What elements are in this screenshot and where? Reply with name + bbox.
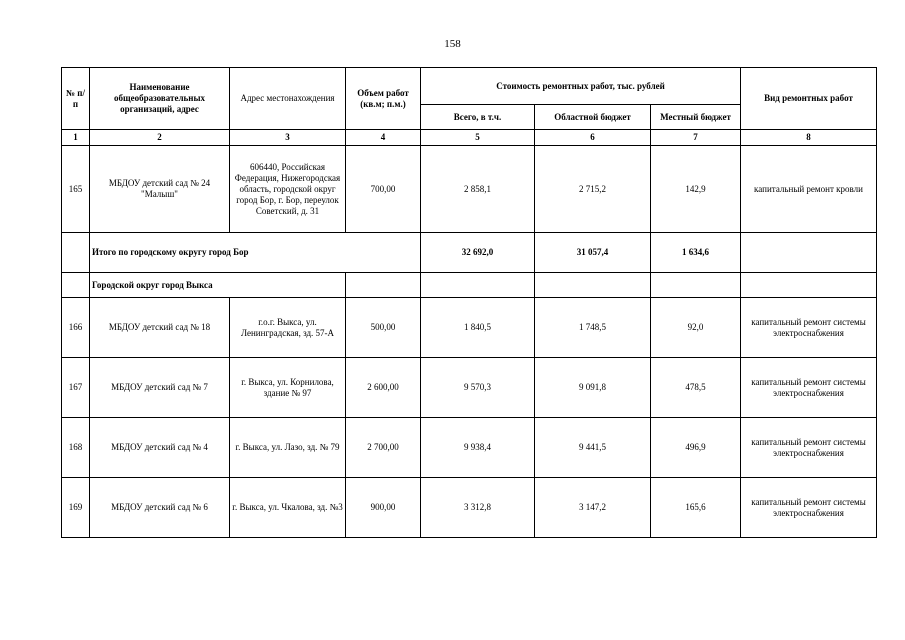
page-number: 158 xyxy=(444,38,461,50)
row-name: МБДОУ детский сад № 4 xyxy=(90,418,230,478)
row-local: 496,9 xyxy=(651,418,741,478)
row-total: 9 938,4 xyxy=(421,418,535,478)
column-numbers-row xyxy=(62,130,877,146)
table-row xyxy=(62,358,877,418)
row-name: МБДОУ детский сад № 6 xyxy=(90,478,230,538)
row-address: г. Выкса, ул. Корнилова, здание № 97 xyxy=(230,358,346,418)
header-row xyxy=(62,68,877,105)
row-regional: 1 748,5 xyxy=(535,298,651,358)
total-sum: 32 692,0 xyxy=(421,233,535,273)
row-regional: 2 715,2 xyxy=(535,146,651,233)
row-total: 2 858,1 xyxy=(421,146,535,233)
row-address: г. Выкса, ул. Лазо, зд. № 79 xyxy=(230,418,346,478)
row-name: МБДОУ детский сад № 18 xyxy=(90,298,230,358)
header-volume: Объем работ (кв.м; п.м.) xyxy=(346,68,421,130)
row-work-type: капитальный ремонт системы электроснабжения xyxy=(741,358,877,418)
total-regional: 31 057,4 xyxy=(535,233,651,273)
header-total: Всего, в т.ч. xyxy=(421,105,535,130)
row-name: МБДОУ детский сад № 24 "Малыш" xyxy=(90,146,230,233)
row-volume: 900,00 xyxy=(346,478,421,538)
row-local: 142,9 xyxy=(651,146,741,233)
row-volume: 700,00 xyxy=(346,146,421,233)
section-row xyxy=(62,273,877,298)
column-number: 7 xyxy=(651,130,741,146)
total-label: Итого по городскому округу город Бор xyxy=(90,233,421,273)
total-row xyxy=(62,233,877,273)
total-local: 1 634,6 xyxy=(651,233,741,273)
row-num: 169 xyxy=(62,478,90,538)
row-address: г.о.г. Выкса, ул. Ленинградская, зд. 57-А xyxy=(230,298,346,358)
row-volume: 2 600,00 xyxy=(346,358,421,418)
column-number: 5 xyxy=(421,130,535,146)
table-row xyxy=(62,298,877,358)
table-row xyxy=(62,478,877,538)
table-row xyxy=(62,418,877,478)
row-total: 3 312,8 xyxy=(421,478,535,538)
row-num: 168 xyxy=(62,418,90,478)
header-local: Местный бюджет xyxy=(651,105,741,130)
column-number: 6 xyxy=(535,130,651,146)
column-number: 3 xyxy=(230,130,346,146)
header-cost-group: Стоимость ремонтных работ, тыс. рублей xyxy=(421,68,741,105)
column-number: 4 xyxy=(346,130,421,146)
table-row xyxy=(62,146,877,233)
repair-works-table xyxy=(61,67,877,538)
row-local: 478,5 xyxy=(651,358,741,418)
row-local: 92,0 xyxy=(651,298,741,358)
row-work-type: капитальный ремонт системы электроснабжения xyxy=(741,418,877,478)
row-num: 167 xyxy=(62,358,90,418)
column-number: 8 xyxy=(741,130,877,146)
header-work-type: Вид ремонтных работ xyxy=(741,68,877,130)
row-num: 165 xyxy=(62,146,90,233)
header-regional: Областной бюджет xyxy=(535,105,651,130)
row-regional: 3 147,2 xyxy=(535,478,651,538)
row-regional: 9 441,5 xyxy=(535,418,651,478)
row-name: МБДОУ детский сад № 7 xyxy=(90,358,230,418)
header-address: Адрес местонахождения xyxy=(230,68,346,130)
header-name: Наименование общеобразовательных организаций, адрес xyxy=(90,68,230,130)
row-total: 1 840,5 xyxy=(421,298,535,358)
row-address: г. Выкса, ул. Чкалова, зд. №3 xyxy=(230,478,346,538)
header-num: № п/п xyxy=(62,68,90,130)
row-work-type: капитальный ремонт системы электроснабжения xyxy=(741,478,877,538)
row-local: 165,6 xyxy=(651,478,741,538)
row-volume: 500,00 xyxy=(346,298,421,358)
row-regional: 9 091,8 xyxy=(535,358,651,418)
section-title: Городской округ город Выкса xyxy=(90,273,346,298)
row-total: 9 570,3 xyxy=(421,358,535,418)
row-work-type: капитальный ремонт кровли xyxy=(741,146,877,233)
row-num: 166 xyxy=(62,298,90,358)
row-volume: 2 700,00 xyxy=(346,418,421,478)
row-address: 606440, Российская Федерация, Нижегородская область, городской округ город Бор, г. Бор, переулок Советский, д. 31 xyxy=(230,146,346,233)
row-work-type: капитальный ремонт системы электроснабжения xyxy=(741,298,877,358)
column-number: 1 xyxy=(62,130,90,146)
column-number: 2 xyxy=(90,130,230,146)
